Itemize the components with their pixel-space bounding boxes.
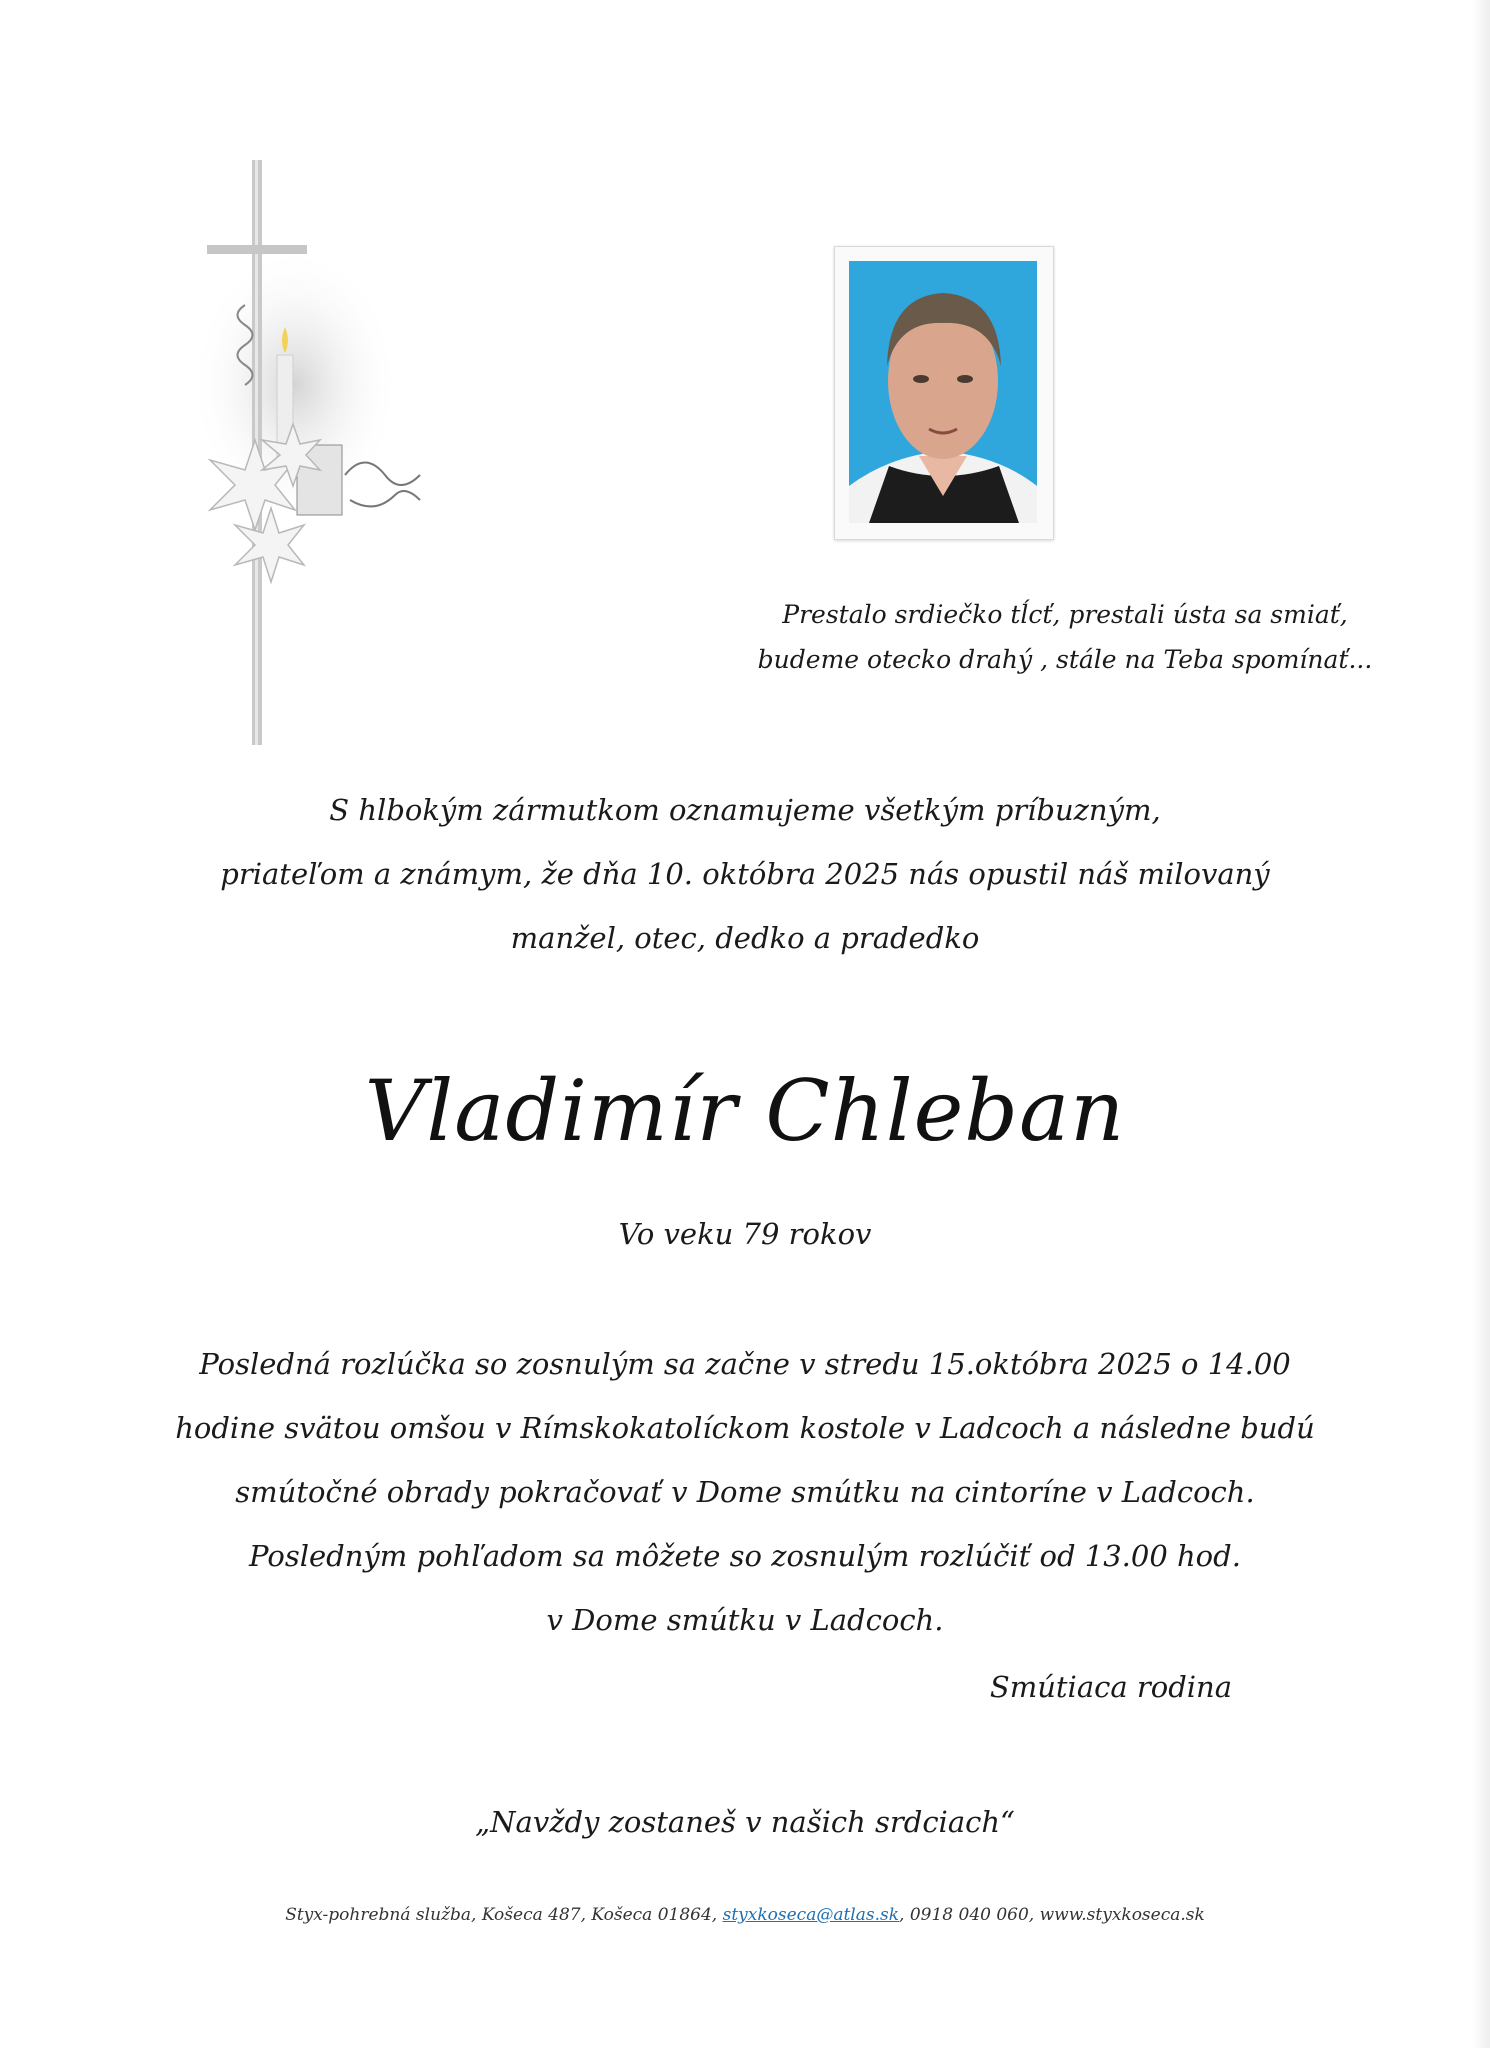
footer-email-link[interactable]: styxkoseca@atlas.sk	[722, 1905, 900, 1925]
deceased-name: Vladimír Chleban	[364, 1062, 1126, 1160]
details-line-4: Posledným pohľadom sa môžete so zosnulým rozlúčiť od 13.00 hod.	[249, 1539, 1241, 1573]
poem-line-1: Prestalo srdiečko tĺcť, prestali ústa sa smiať,	[782, 600, 1348, 629]
signature: Smútiaca rodina	[989, 1670, 1232, 1704]
funeral-service-footer	[0, 1905, 1490, 1925]
details-line-1: Posledná rozlúčka so zosnulým sa začne v stredu 15.októbra 2025 o 14.00	[199, 1347, 1291, 1381]
poem-line-2: budeme otecko drahý , stále na Teba spomínať...	[757, 645, 1373, 674]
footer-contact: , 0918 040 060, www.styxkoseca.sk	[899, 1905, 1205, 1925]
details-line-2: hodine svätou omšou v Rímskokatolíckom kostole v Ladcoch a následne budú	[175, 1411, 1315, 1445]
deceased-age: Vo veku 79 rokov	[618, 1217, 872, 1251]
details-line-3: smútočné obrady pokračovať v Dome smútku na cintoríne v Ladcoch.	[235, 1475, 1255, 1509]
portrait-photo	[849, 261, 1037, 523]
intro-line-3: manžel, otec, dedko a pradedko	[510, 921, 980, 955]
footer-address: Styx-pohrebná služba, Košeca 487, Košeca 01864,	[285, 1905, 718, 1925]
closing-quote: „Navždy zostaneš v našich srdciach“	[475, 1805, 1015, 1839]
portrait-frame	[834, 246, 1054, 540]
intro-line-2: priateľom a známym, že dňa 10. októbra 2025 nás opustil náš milovaný	[220, 857, 1270, 891]
scan-edge	[1472, 0, 1490, 2048]
intro-line-1: S hlbokým zármutkom oznamujeme všetkým príbuzným,	[329, 793, 1161, 827]
details-line-5: v Dome smútku v Ladcoch.	[546, 1603, 944, 1637]
